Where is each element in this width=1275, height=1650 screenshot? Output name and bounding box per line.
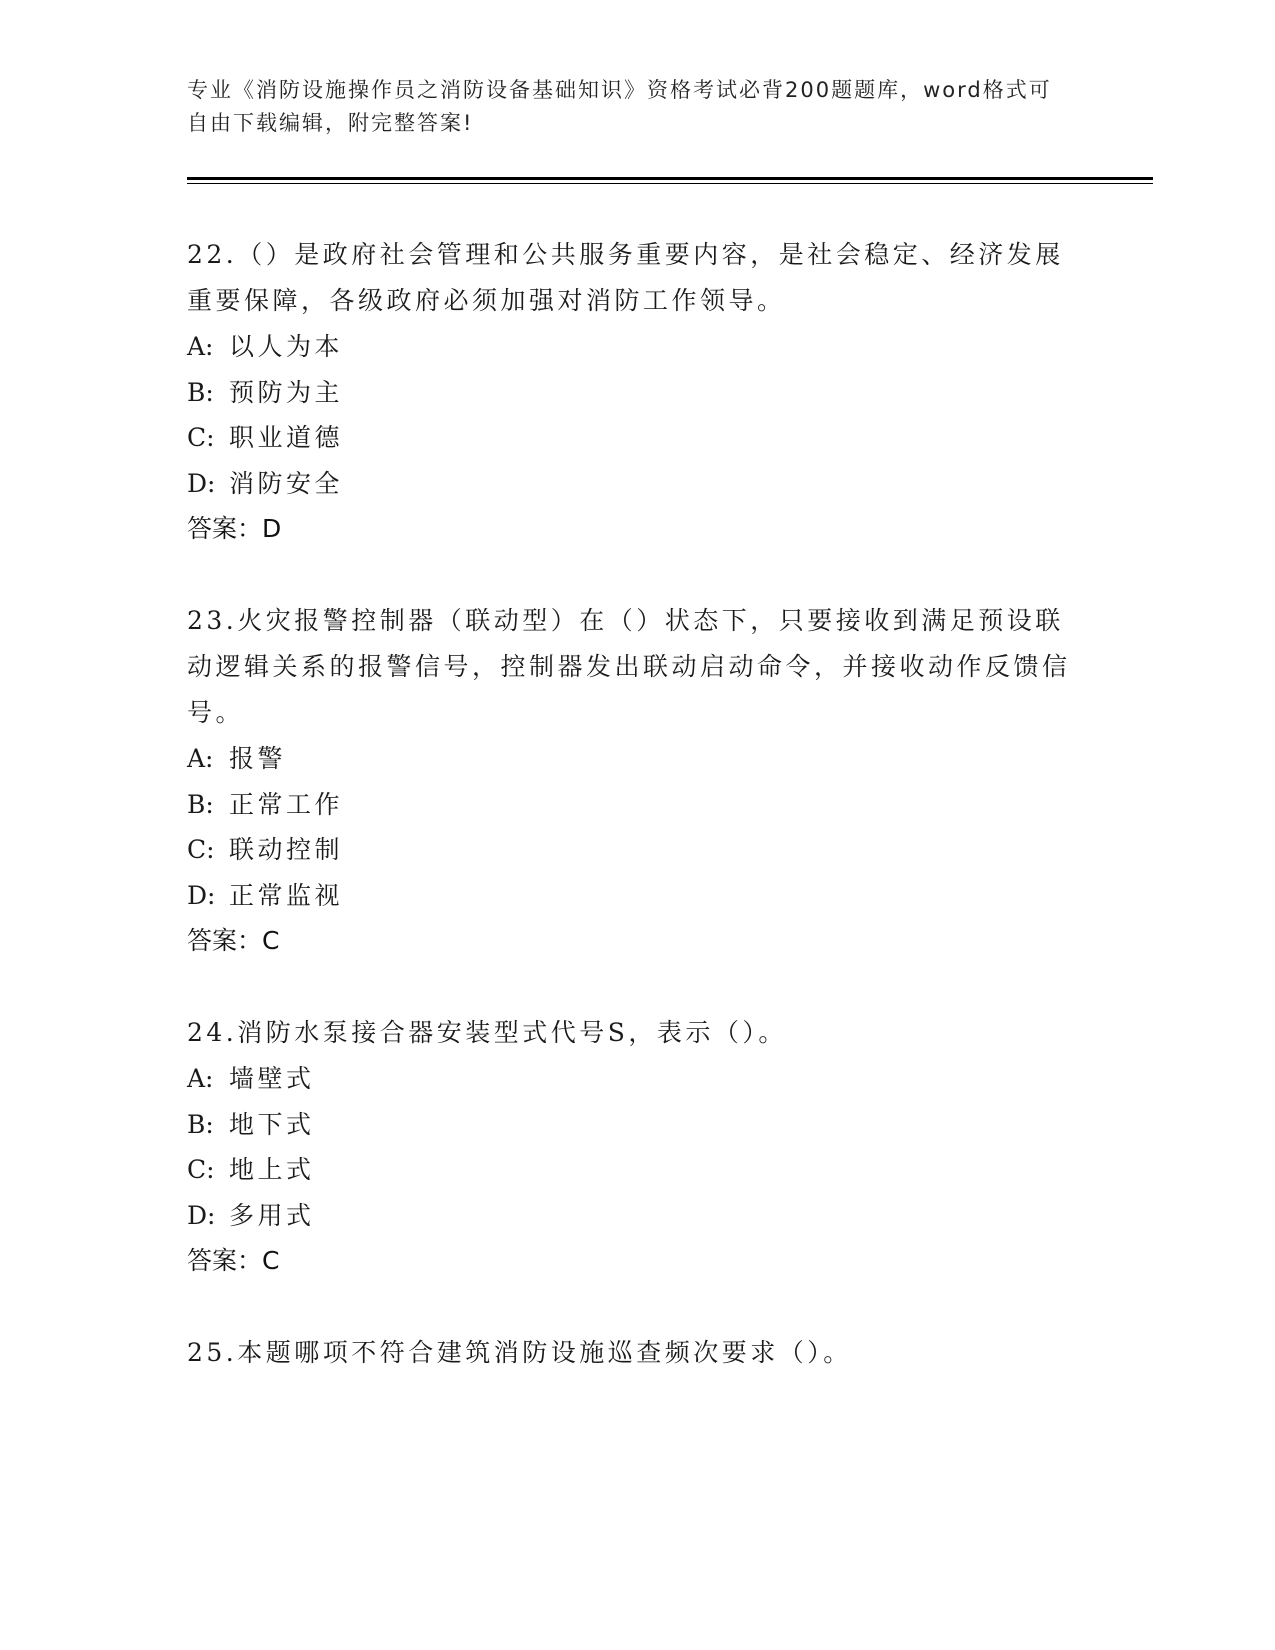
question-list	[187, 232, 1077, 1422]
option-label: B:	[187, 789, 214, 819]
option-label: C:	[187, 1155, 215, 1184]
option-a	[187, 324, 1077, 370]
option-text: 职业道德	[229, 423, 344, 452]
option-c	[187, 415, 1077, 461]
option-a	[187, 1056, 1077, 1102]
answer-text: 答案：D	[187, 514, 282, 543]
option-b	[187, 782, 1077, 828]
option-c	[187, 827, 1077, 873]
option-text: 预防为主	[229, 377, 344, 407]
option-c	[187, 1147, 1077, 1193]
option-label: B:	[187, 377, 214, 407]
answer-text: 答案：C	[187, 1246, 280, 1275]
header-rule-thin	[187, 183, 1153, 184]
question-text: 22.（）是政府社会管理和公共服务重要内容，是社会稳定、经济发展重要保障，各级政府必须加强对消防工作领导。	[187, 240, 1064, 315]
option-label: D:	[187, 1200, 216, 1230]
option-b	[187, 1102, 1077, 1148]
option-text: 地上式	[229, 1155, 315, 1184]
answer-text: 答案：C	[187, 926, 280, 955]
question-25	[187, 1330, 1077, 1376]
question-24	[187, 1010, 1077, 1284]
option-label: C:	[187, 423, 215, 452]
option-d	[187, 461, 1077, 507]
question-22	[187, 232, 1077, 552]
document-header: 专业《消防设施操作员之消防设备基础知识》资格考试必背200题题库，word格式可自由下载编辑，附完整答案!	[187, 78, 1052, 135]
option-a	[187, 736, 1077, 782]
option-label: B:	[187, 1109, 214, 1139]
option-label: A:	[187, 332, 214, 361]
option-text: 联动控制	[229, 835, 344, 864]
option-text: 墙壁式	[229, 1064, 315, 1093]
option-text: 报警	[229, 744, 287, 773]
option-text: 正常工作	[229, 789, 344, 819]
option-b	[187, 370, 1077, 416]
option-text: 以人为本	[229, 332, 344, 361]
option-text: 正常监视	[229, 880, 344, 910]
option-text: 多用式	[229, 1200, 315, 1230]
option-d	[187, 1193, 1077, 1239]
option-text: 地下式	[229, 1109, 315, 1139]
question-text: 24.消防水泵接合器安装型式代号S，表示（）。	[187, 1018, 787, 1047]
option-label: A:	[187, 1064, 214, 1093]
option-d	[187, 873, 1077, 919]
header-rule-thick	[187, 177, 1153, 180]
question-text: 25.本题哪项不符合建筑消防设施巡查频次要求（）。	[187, 1338, 852, 1367]
question-23	[187, 598, 1077, 964]
question-text: 23.火灾报警控制器（联动型）在（）状态下，只要接收到满足预设联动逻辑关系的报警信号，控制器发出联动启动命令，并接收动作反馈信号。	[187, 606, 1071, 727]
option-label: A:	[187, 744, 214, 773]
option-label: D:	[187, 880, 216, 910]
option-label: C:	[187, 835, 215, 864]
option-label: D:	[187, 468, 216, 498]
option-text: 消防安全	[229, 468, 344, 498]
